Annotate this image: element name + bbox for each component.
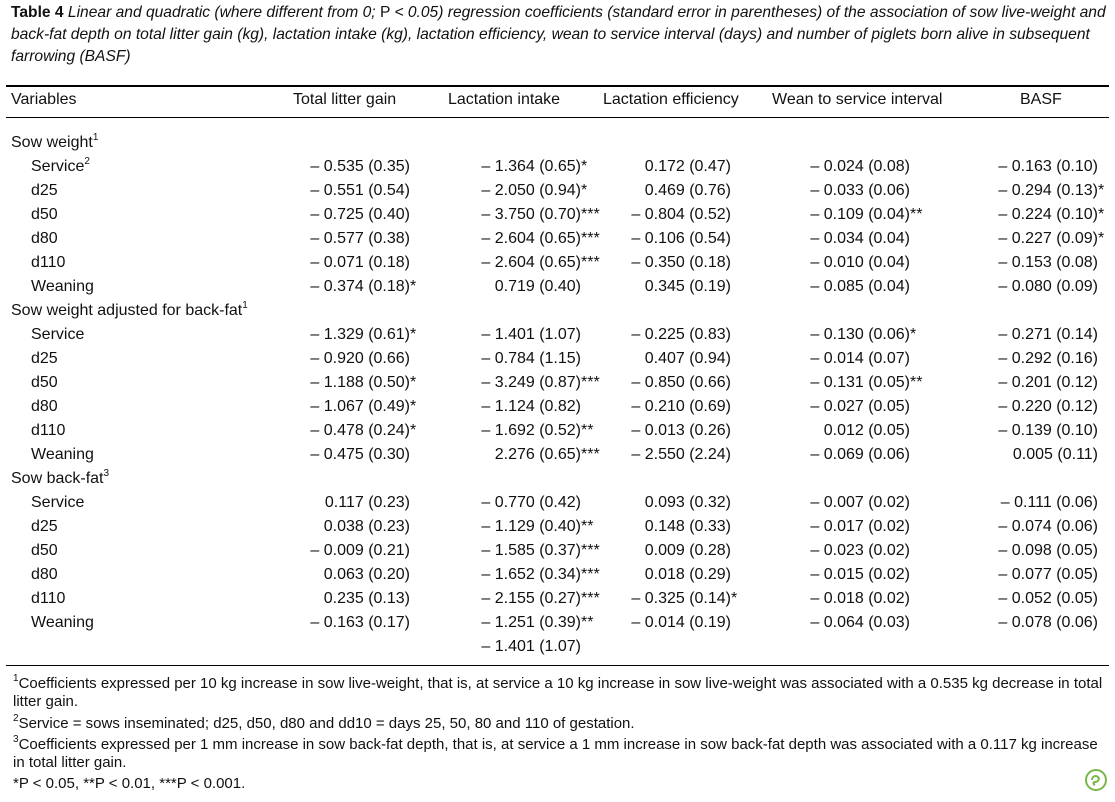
section-heading	[11, 467, 109, 491]
cell-value: – 0.535 (0.35)	[310, 158, 410, 175]
row-label-text: Weaning	[31, 446, 94, 463]
cell-value: – 0.024 (0.08)	[810, 158, 910, 175]
cell-value: – 0.163 (0.10)	[998, 158, 1098, 175]
footnote-marker: 3	[13, 734, 19, 745]
cell-value: – 0.033 (0.06)	[810, 182, 910, 199]
footnote-text: Service = sows inseminated; d25, d50, d80 and dd10 = days 25, 50, 80 and 110 of gestation.	[18, 715, 635, 732]
cell-basf	[998, 563, 1098, 587]
cell-total-litter-gain	[310, 443, 410, 467]
footnote-ref: 1	[242, 300, 248, 311]
col-basf: BASF	[1020, 91, 1062, 108]
section-heading	[11, 299, 248, 323]
cell-wean-to-service	[810, 563, 910, 587]
cell-value: – 1.692 (0.52)	[481, 422, 581, 439]
cell-value: – 0.139 (0.10)	[998, 422, 1098, 439]
cell-total-litter-gain	[310, 275, 417, 299]
cell-value: – 0.014 (0.19)	[631, 614, 731, 631]
significance-stars: ***	[581, 590, 600, 607]
significance-stars: **	[910, 206, 923, 223]
cell-value: 0.719 (0.40)	[494, 278, 581, 295]
footnote	[13, 715, 1103, 733]
footnote-text: *P < 0.05, **P < 0.01, ***P < 0.001.	[13, 775, 246, 792]
footnote-ref: 1	[92, 132, 99, 143]
col-lactation-efficiency: Lactation efficiency	[603, 91, 739, 108]
row-label	[31, 515, 58, 539]
cell-value: – 0.106 (0.54)	[631, 230, 731, 247]
cell-basf	[998, 323, 1098, 347]
cell-total-litter-gain	[324, 515, 410, 539]
significance-stars: *	[410, 398, 417, 415]
cell-lactation-intake	[481, 563, 600, 587]
cell-value: 0.117 (0.23)	[324, 494, 410, 511]
caption-p: P	[375, 4, 395, 21]
cell-value: 0.345 (0.19)	[644, 278, 731, 295]
cell-value: – 0.078 (0.06)	[998, 614, 1098, 631]
cell-total-litter-gain	[310, 251, 410, 275]
table-label: Table 4	[11, 4, 64, 21]
cell-value: – 0.080 (0.09)	[998, 278, 1098, 295]
cell-lactation-intake	[481, 515, 594, 539]
cell-total-litter-gain	[310, 323, 417, 347]
cell-lactation-intake	[481, 635, 581, 659]
cell-value: – 0.224 (0.10)	[998, 206, 1098, 223]
cell-wean-to-service	[810, 539, 910, 563]
cell-value: – 0.153 (0.08)	[998, 254, 1098, 271]
cell-value: – 0.074 (0.06)	[998, 518, 1098, 535]
significance-stars: ***	[581, 566, 600, 583]
cell-value: – 1.329 (0.61)	[310, 326, 410, 343]
cell-basf	[998, 611, 1098, 635]
cell-value: – 0.577 (0.38)	[310, 230, 410, 247]
significance-stars: ***	[581, 254, 600, 271]
row-label-text: d110	[31, 254, 66, 271]
cell-total-litter-gain	[310, 347, 410, 371]
significance-stars: ***	[581, 206, 600, 223]
row-label	[31, 275, 94, 299]
cell-value: – 1.124 (0.82)	[481, 398, 581, 415]
cell-basf	[1013, 443, 1098, 467]
cell-value: – 0.210 (0.69)	[631, 398, 731, 415]
cell-value: 0.469 (0.76)	[644, 182, 731, 199]
col-total-litter-gain: Total litter gain	[293, 91, 397, 108]
footnote	[13, 775, 1103, 793]
cell-lactation-intake	[481, 227, 600, 251]
significance-stars: ***	[581, 374, 600, 391]
cell-lactation-efficiency	[645, 275, 731, 299]
significance-stars: *	[581, 158, 588, 175]
cell-value: – 2.155 (0.27)	[481, 590, 581, 607]
cell-value: – 0.130 (0.06)	[810, 326, 910, 343]
significance-stars: **	[581, 518, 594, 535]
cell-value: – 0.109 (0.04)	[810, 206, 910, 223]
cell-lactation-intake	[494, 443, 600, 467]
cell-value: – 2.050 (0.94)	[481, 182, 581, 199]
significance-stars: *	[910, 326, 917, 343]
cell-value: – 2.550 (2.24)	[631, 446, 731, 463]
significance-stars: *	[410, 374, 417, 391]
row-label	[31, 203, 58, 227]
cell-value: – 0.027 (0.05)	[810, 398, 910, 415]
cell-value: – 1.129 (0.40)	[481, 518, 581, 535]
cell-lactation-efficiency	[631, 227, 731, 251]
cell-value: – 0.052 (0.05)	[998, 590, 1098, 607]
cell-value: 0.038 (0.23)	[323, 518, 410, 535]
row-label	[31, 611, 94, 635]
cell-lactation-efficiency	[645, 179, 731, 203]
cell-value: – 0.009 (0.21)	[310, 542, 410, 559]
cell-value: – 0.350 (0.18)	[631, 254, 731, 271]
significance-stars: **	[910, 374, 923, 391]
cell-value: – 1.401 (1.07)	[481, 638, 581, 655]
cell-lactation-efficiency	[645, 491, 731, 515]
cell-lactation-efficiency	[645, 515, 731, 539]
cell-value: – 0.163 (0.17)	[310, 614, 410, 631]
row-label-text: d80	[31, 398, 58, 415]
row-label-text: Weaning	[31, 278, 94, 295]
cell-value: – 0.475 (0.30)	[310, 446, 410, 463]
footnote-text: Coefficients expressed per 1 mm increase in sow back-fat depth, that is, at service a 1 mm increase in sow back-fat depth was associated with a 0.117 kg increase in total litter gain.	[13, 736, 1098, 771]
row-label	[31, 251, 65, 275]
cell-value: – 0.023 (0.02)	[810, 542, 910, 559]
row-label	[31, 155, 90, 179]
cell-value: – 0.069 (0.06)	[810, 446, 910, 463]
cell-value: – 0.085 (0.04)	[810, 278, 910, 295]
cell-value: 0.012 (0.05)	[823, 422, 910, 439]
cell-lactation-intake	[481, 611, 594, 635]
cell-lactation-efficiency	[631, 251, 731, 275]
cell-total-litter-gain	[310, 227, 410, 251]
cell-basf	[998, 227, 1105, 251]
cell-wean-to-service	[810, 443, 910, 467]
row-label	[31, 587, 65, 611]
cell-lactation-intake	[481, 419, 594, 443]
significance-stars: **	[581, 614, 594, 631]
cell-wean-to-service	[810, 275, 910, 299]
cell-lactation-intake	[481, 323, 581, 347]
cell-value: – 0.077 (0.05)	[998, 566, 1098, 583]
cell-basf	[998, 515, 1098, 539]
section-title: Sow back-fat	[11, 470, 104, 487]
cell-wean-to-service	[810, 251, 910, 275]
cell-value: 0.172 (0.47)	[644, 158, 731, 175]
footnote-text: Coefficients expressed per 10 kg increase in sow live-weight, that is, at service a 10 kg increase in sow live-weight was associated with a 0.535 kg decrease in total litter gain.	[13, 675, 1103, 710]
cell-lactation-efficiency	[631, 323, 731, 347]
cell-value: – 0.131 (0.05)	[810, 374, 910, 391]
cell-total-litter-gain	[310, 419, 417, 443]
cell-wean-to-service	[810, 395, 910, 419]
cell-value: – 0.374 (0.18)	[310, 278, 410, 295]
row-label	[31, 419, 65, 443]
row-label	[31, 491, 84, 515]
cell-value: – 1.401 (1.07)	[481, 326, 581, 343]
significance-stars: *	[1098, 206, 1105, 223]
cell-lactation-efficiency	[631, 395, 731, 419]
cell-lactation-efficiency	[645, 563, 731, 587]
cell-value: – 0.850 (0.66)	[631, 374, 731, 391]
cell-value: – 0.013 (0.26)	[631, 422, 731, 439]
cell-basf	[998, 539, 1098, 563]
cell-value: – 0.551 (0.54)	[310, 182, 410, 199]
cell-value: 0.148 (0.33)	[644, 518, 731, 535]
cell-total-litter-gain	[324, 587, 410, 611]
col-lactation-intake: Lactation intake	[448, 91, 561, 108]
row-label	[31, 563, 58, 587]
col-wean-to-service: Wean to service interval	[772, 91, 943, 108]
section-title: Sow weight adjusted for back-fat	[11, 302, 243, 319]
cell-lactation-intake	[481, 251, 600, 275]
row-label	[31, 179, 58, 203]
row-label	[31, 371, 58, 395]
cell-lactation-intake	[495, 275, 581, 299]
cell-total-litter-gain	[310, 155, 410, 179]
cell-total-litter-gain	[310, 179, 410, 203]
cell-wean-to-service	[810, 323, 917, 347]
cell-value: – 3.249 (0.87)	[481, 374, 581, 391]
cell-lactation-intake	[481, 587, 600, 611]
bottom-rule	[6, 665, 1109, 666]
row-label-text: Service	[31, 158, 85, 175]
cell-value: – 1.652 (0.34)	[481, 566, 581, 583]
footnote-marker: 2	[13, 713, 19, 724]
cell-lactation-efficiency	[645, 539, 731, 563]
cell-value: 0.093 (0.32)	[644, 494, 731, 511]
cell-value: – 0.201 (0.12)	[998, 374, 1098, 391]
cell-lactation-intake	[481, 395, 581, 419]
cell-wean-to-service	[810, 203, 923, 227]
footnote-marker: 1	[13, 673, 19, 684]
cell-value: – 0.294 (0.13)	[998, 182, 1098, 199]
cell-value: – 0.784 (1.15)	[481, 350, 581, 367]
cell-total-litter-gain	[310, 539, 410, 563]
footnote-ref: 2	[84, 156, 90, 167]
cell-value: – 0.804 (0.52)	[631, 206, 731, 223]
significance-stars: **	[581, 422, 594, 439]
row-label	[31, 539, 58, 563]
cell-value: 2.276 (0.65)	[494, 446, 581, 463]
row-label-text: d25	[31, 182, 58, 199]
cell-basf	[998, 275, 1098, 299]
cell-value: – 0.017 (0.02)	[810, 518, 910, 535]
cell-basf	[1001, 491, 1098, 515]
cell-value: – 0.325 (0.14)	[631, 590, 731, 607]
cell-value: – 0.064 (0.03)	[810, 614, 910, 631]
cell-value: – 0.014 (0.07)	[810, 350, 910, 367]
cell-basf	[998, 155, 1098, 179]
row-label-text: d25	[31, 350, 58, 367]
cell-lactation-intake	[481, 371, 600, 395]
row-label-text: d50	[31, 374, 58, 391]
cell-wean-to-service	[824, 419, 910, 443]
cell-value: 0.063 (0.20)	[323, 566, 410, 583]
cell-value: – 0.015 (0.02)	[810, 566, 910, 583]
cell-wean-to-service	[810, 347, 910, 371]
row-label	[31, 395, 58, 419]
significance-stars: *	[581, 182, 588, 199]
cell-value: – 1.585 (0.37)	[481, 542, 581, 559]
cell-wean-to-service	[810, 491, 910, 515]
significance-stars: *	[410, 326, 417, 343]
cell-lactation-efficiency	[631, 419, 731, 443]
cell-wean-to-service	[810, 587, 910, 611]
cell-basf	[998, 347, 1098, 371]
footnote	[13, 736, 1103, 772]
row-label-text: d50	[31, 542, 58, 559]
row-label	[31, 443, 94, 467]
cell-value: – 0.010 (0.04)	[810, 254, 910, 271]
cell-wean-to-service	[810, 227, 910, 251]
row-label-text: d25	[31, 518, 58, 535]
cell-value: 0.407 (0.94)	[644, 350, 731, 367]
significance-stars: *	[410, 422, 417, 439]
cell-basf	[998, 179, 1105, 203]
row-label	[31, 227, 58, 251]
row-label-text: Weaning	[31, 614, 94, 631]
cell-value: – 1.188 (0.50)	[310, 374, 410, 391]
cell-lactation-efficiency	[645, 155, 731, 179]
cell-value: – 1.364 (0.65)	[481, 158, 581, 175]
cell-value: – 0.007 (0.02)	[810, 494, 910, 511]
caption-text-2: < 0.05) regression coefficients (standard error in parentheses) of the association of sow live-weight and back-fat depth on total litter gain (kg), lactation intake (kg), lactation efficiency, wean to service interval (days) and number of piglets born alive in subsequent farrowing (BASF)	[11, 4, 1106, 65]
header-rule	[6, 117, 1109, 118]
cell-value: – 0.725 (0.40)	[310, 206, 410, 223]
cell-lactation-intake	[481, 539, 600, 563]
row-label	[31, 323, 84, 347]
footnote-ref: 3	[103, 468, 110, 479]
cell-value: – 0.292 (0.16)	[998, 350, 1098, 367]
cell-total-litter-gain	[324, 563, 410, 587]
cell-value: – 1.251 (0.39)	[481, 614, 581, 631]
cell-lactation-efficiency	[631, 587, 738, 611]
row-label	[31, 347, 58, 371]
cell-basf	[998, 371, 1098, 395]
col-variables: Variables	[11, 91, 77, 108]
section-heading	[11, 131, 98, 155]
cell-value: – 2.604 (0.65)	[481, 230, 581, 247]
cell-total-litter-gain	[310, 611, 410, 635]
cell-basf	[998, 395, 1098, 419]
row-label-text: d110	[31, 422, 66, 439]
cell-value: – 1.067 (0.49)	[310, 398, 410, 415]
cell-total-litter-gain	[310, 395, 417, 419]
cell-value: – 0.478 (0.24)	[310, 422, 410, 439]
cell-value: – 0.098 (0.05)	[998, 542, 1098, 559]
cell-value: – 0.220 (0.12)	[998, 398, 1098, 415]
cell-total-litter-gain	[310, 203, 410, 227]
table-caption	[11, 2, 1107, 68]
significance-stars: *	[1098, 230, 1105, 247]
cell-basf	[998, 203, 1105, 227]
significance-stars: *	[731, 590, 738, 607]
caption-text-1: Linear and quadratic (where different from 0;	[67, 4, 376, 21]
row-label-text: d110	[31, 590, 66, 607]
cell-value: – 0.920 (0.66)	[310, 350, 410, 367]
cell-lactation-efficiency	[631, 203, 731, 227]
row-label-text: d80	[31, 230, 58, 247]
section-title: Sow weight	[11, 134, 93, 151]
cell-wean-to-service	[810, 179, 910, 203]
significance-stars: *	[1098, 182, 1105, 199]
cell-lactation-efficiency	[645, 347, 731, 371]
cell-lactation-intake	[481, 347, 581, 371]
cell-basf	[998, 419, 1098, 443]
cell-lactation-intake	[481, 203, 600, 227]
row-label-text: d80	[31, 566, 58, 583]
cell-value: – 0.034 (0.04)	[810, 230, 910, 247]
row-label-text: Service	[31, 326, 85, 343]
cell-value: – 0.071 (0.18)	[310, 254, 410, 271]
cell-wean-to-service	[810, 371, 923, 395]
cell-value: 0.235 (0.13)	[323, 590, 410, 607]
cell-value: – 0.225 (0.83)	[631, 326, 731, 343]
cell-wean-to-service	[810, 515, 910, 539]
cell-lactation-intake	[481, 155, 588, 179]
cell-value: 0.005 (0.11)	[1012, 446, 1098, 463]
cell-value: – 0.271 (0.14)	[998, 326, 1098, 343]
cell-value: – 0.227 (0.09)	[998, 230, 1098, 247]
cell-lactation-efficiency	[631, 611, 731, 635]
cell-basf	[998, 251, 1098, 275]
cell-value: – 0.018 (0.02)	[810, 590, 910, 607]
cell-lactation-intake	[481, 179, 588, 203]
cell-value: – 2.604 (0.65)	[481, 254, 581, 271]
cell-lactation-efficiency	[631, 443, 731, 467]
significance-stars: *	[410, 278, 417, 295]
cell-wean-to-service	[810, 155, 910, 179]
significance-stars: ***	[581, 542, 600, 559]
significance-stars: ***	[581, 446, 600, 463]
row-label-text: Service	[31, 494, 85, 511]
cell-value: 0.009 (0.28)	[644, 542, 731, 559]
footnote	[13, 675, 1103, 711]
significance-stars: ***	[581, 230, 600, 247]
cell-value: – 0.770 (0.42)	[481, 494, 581, 511]
row-label-text: d50	[31, 206, 58, 223]
cell-value: – 3.750 (0.70)	[481, 206, 581, 223]
cell-basf	[998, 587, 1098, 611]
cell-total-litter-gain	[310, 371, 417, 395]
top-rule	[6, 85, 1109, 87]
cell-lactation-efficiency	[631, 371, 731, 395]
cell-lactation-intake	[481, 491, 581, 515]
cell-value: – 0.111 (0.06)	[1000, 494, 1098, 511]
cell-wean-to-service	[810, 611, 910, 635]
cell-total-litter-gain	[325, 491, 410, 515]
cell-value: 0.018 (0.29)	[644, 566, 731, 583]
